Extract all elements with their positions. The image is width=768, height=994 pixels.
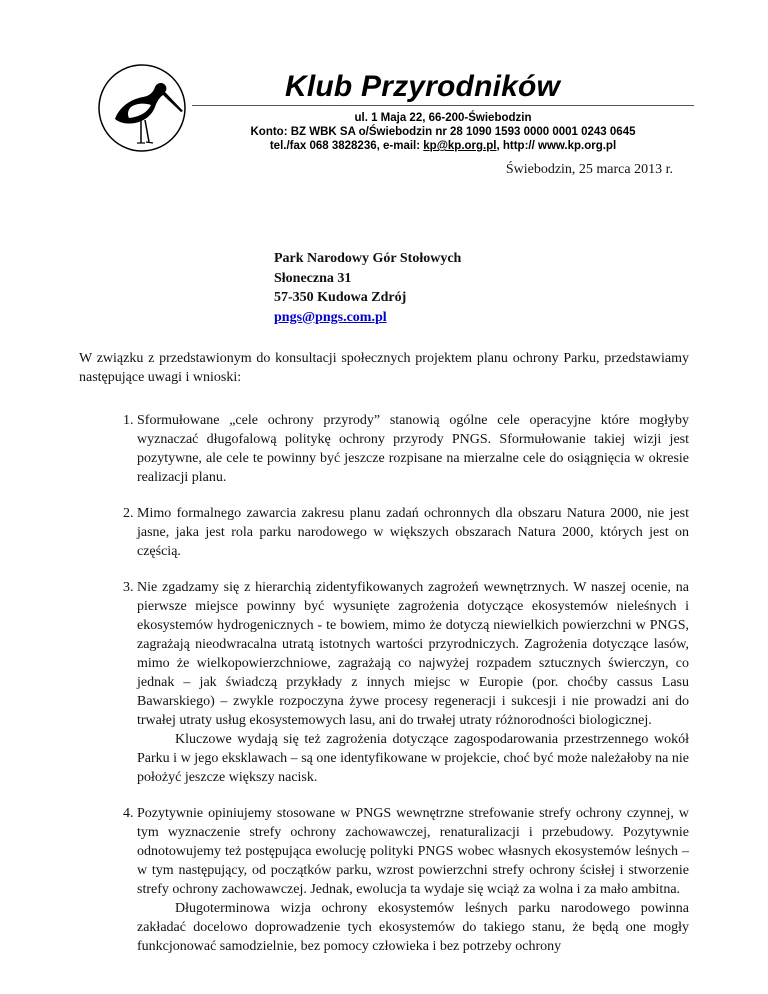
club-name-heading: Klub Przyrodników [285, 70, 561, 103]
remarks-list [96, 411, 689, 973]
recipient-name: Park Narodowy Gór Stołowych [274, 251, 462, 266]
list-item [137, 804, 689, 956]
list-item [137, 411, 689, 487]
letter-date: Świebodzin, 25 marca 2013 r. [505, 162, 673, 177]
stork-logo-icon [97, 63, 187, 153]
point-3-continuation: Kluczowe wydają się też zagrożenia dotyczące zagospodarowania przestrzennego wokół Parku i w jego eksklawach – są one identyfikowane w projekcie, choć być może należałoby na nie położyć jeszcze większy nacisk. [137, 732, 689, 785]
letter-intro: W związku z przedstawionym do konsultacji społecznych projektem planu ochrony Parku, przedstawiamy następujące uwagi i wnioski: [79, 351, 689, 385]
club-contact-line [192, 140, 694, 152]
point-1-text: Sformułowane „cele ochrony przyrody” stanowią ogólne cele operacyjne które mogłyby wyznaczać długofalową politykę ochrony przyrody PNGS. Sformułowanie takiej wizji jest pozytywne, ale cele te powinny być jeszcze rozpisane na mierzalne cele do osiągnięcia w okresie realizacji planu. [137, 413, 689, 485]
club-email-link[interactable]: kp@kp.org.pl [423, 140, 497, 152]
recipient-city: 57-350 Kudowa Zdrój [274, 290, 407, 305]
recipient-email-link[interactable]: pngs@pngs.com.pl [274, 309, 387, 325]
club-bank-account: Konto: BZ WBK SA o/Świebodzin nr 28 1090 1593 0000 0001 0243 0645 [250, 126, 636, 138]
contact-website-text: , http:// www.kp.org.pl [496, 140, 617, 152]
list-item [137, 504, 689, 561]
club-address: ul. 1 Maja 22, 66-200-Świebodzin [354, 112, 532, 124]
point-4-text: Pozytywnie opiniujemy stosowane w PNGS wewnętrzne strefowanie strefy ochrony czynnej, w tym wyznaczenie strefy ochrony zachowawczej, renaturalizacji i przebudowy. Pozytywnie odnotowujemy też postępująca ewolucję polityki PNGS wobec własnych ekosystemów leśnych – w tym następujący, od początków parku, wzrost powierzchni strefy ochrony ścisłej i stworzenie strefy ochrony zachowawczej. Jednak, ewolucja ta wydaje się wciąż za wolna i za mało ambitna. [137, 806, 689, 897]
point-4-continuation: Długoterminowa wizja ochrony ekosystemów leśnych parku narodowego powinna zakładać docelowo doprowadzenie tych ekosystemów do takiego stanu, że będą one mogły funkcjonować samodzielnie, bez pomocy człowieka i bez potrzeby ochrony [137, 901, 689, 954]
list-item [137, 578, 689, 787]
recipient-street: Słoneczna 31 [274, 270, 352, 286]
point-2-text: Mimo formalnego zawarcia zakresu planu zadań ochronnych dla obszaru Natura 2000, nie jest jasne, jaka jest rola parku narodowego w większych obszarach Natura 2000, których jest on częścią. [137, 506, 689, 559]
contact-phone-text: tel./fax 068 3828236, e-mail: [269, 140, 424, 152]
point-3-text: Nie zgadzamy się z hierarchią zidentyfikowanych zagrożeń wewnętrznych. W naszej ocenie, na pierwsze miejsce powinny być wysunięte zagrożenia dotyczące ekosystemów nieleśnych i ekosystemów hydrogenicznych - te bowiem, mimo że dotyczą niewielkich powierzchni w PNGS, zagrażają nieodwracalna utratą istotnych wartości przyrodniczych. Zagrożenia dotyczące lasów, mimo że wielkopowierzchniowe, zagrażają co najwyżej rozpadem sztucznych świerczyn, co jednak – jak świadczą przykłady z innych miejsc w Europie (por. choćby cassus Lasu Bawarskiego) – zwykle rozpoczyna żywe procesy regeneracji i sukcesji i nie prowadzi ani do trwałej utraty usług ekosystemowych lasu, ani do trwałej utraty różnorodności biologicznej. [137, 580, 689, 728]
header-divider [192, 105, 694, 106]
recipient-address-block [274, 249, 461, 327]
